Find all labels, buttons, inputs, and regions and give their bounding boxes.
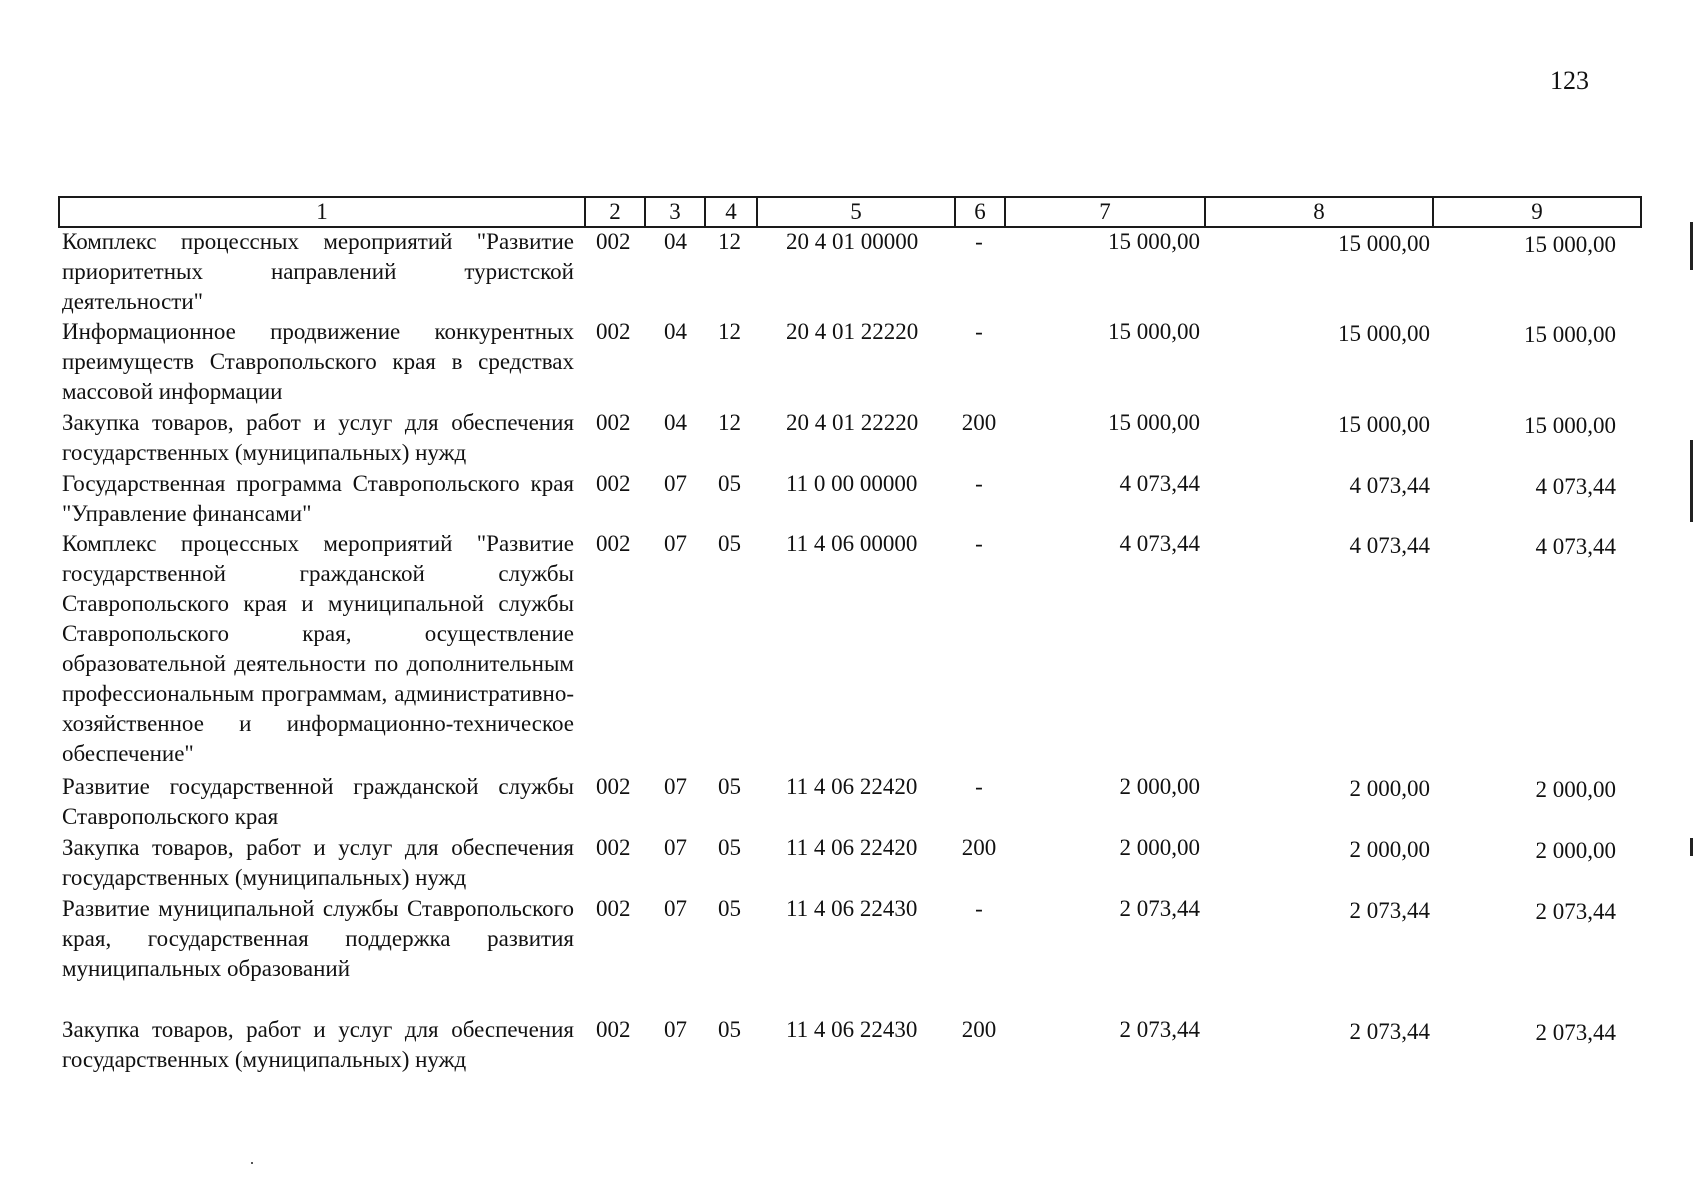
scan-edge-mark	[1690, 838, 1693, 856]
cell-col-5: 11 4 06 00000	[786, 531, 918, 556]
cell-col-3: 04	[664, 229, 687, 254]
cell-col-2: 002	[596, 319, 631, 344]
header-col-9: 9	[1432, 196, 1642, 228]
cell-col-4: 12	[718, 319, 741, 344]
cell-col-3: 04	[664, 319, 687, 344]
cell-col-9: 2 000,00	[1535, 777, 1616, 802]
cell-col-7: 15 000,00	[1108, 319, 1200, 344]
cell-col-9: 2 073,44	[1535, 1020, 1616, 1045]
cell-col-7: 2 000,00	[1119, 835, 1200, 860]
cell-col-2: 002	[596, 531, 631, 556]
cell-col-3: 07	[664, 835, 687, 860]
row-name: Комплекс процессных мероприятий "Развитие приоритетных направлений туристской деятельности"	[62, 229, 574, 314]
cell-col-5: 20 4 01 00000	[786, 229, 919, 254]
cell-col-8: 15 000,00	[1338, 231, 1430, 256]
row-name: Информационное продвижение конкурентных преимуществ Ставропольского края в средствах массовой информации	[62, 319, 574, 404]
cell-col-6: -	[975, 319, 983, 344]
header-col-7: 7	[1004, 196, 1206, 228]
cell-col-6: -	[975, 774, 983, 799]
cell-col-6: -	[975, 896, 983, 921]
cell-col-9: 15 000,00	[1524, 322, 1616, 347]
cell-col-8: 15 000,00	[1338, 412, 1430, 437]
cell-col-2: 002	[596, 774, 631, 799]
cell-col-5: 11 0 00 00000	[786, 471, 918, 496]
header-col-4: 4	[704, 196, 758, 228]
scan-edge-mark	[1690, 222, 1693, 270]
header-col-6: 6	[954, 196, 1006, 228]
header-col-3: 3	[644, 196, 706, 228]
cell-col-9: 2 073,44	[1535, 899, 1616, 924]
row-name: Развитие государственной гражданской службы Ставропольского края	[62, 774, 574, 829]
cell-col-2: 002	[596, 1017, 631, 1042]
cell-col-7: 15 000,00	[1108, 410, 1200, 435]
cell-col-8: 2 073,44	[1349, 1019, 1430, 1044]
cell-col-6: 200	[961, 410, 997, 435]
cell-col-8: 2 073,44	[1349, 898, 1430, 923]
cell-col-7: 2 073,44	[1119, 1017, 1200, 1042]
cell-col-4: 12	[718, 410, 741, 435]
cell-col-2: 002	[596, 410, 631, 435]
cell-col-5: 11 4 06 22430	[786, 1017, 918, 1042]
cell-col-6: -	[975, 531, 983, 556]
cell-col-8: 4 073,44	[1349, 473, 1430, 498]
cell-col-9: 4 073,44	[1535, 534, 1616, 559]
scan-speck	[251, 1162, 253, 1164]
cell-col-7: 4 073,44	[1119, 531, 1200, 556]
header-col-1: 1	[58, 196, 586, 228]
cell-col-2: 002	[596, 835, 631, 860]
header-col-8: 8	[1204, 196, 1434, 228]
cell-col-2: 002	[596, 896, 631, 921]
row-name: Государственная программа Ставропольского края "Управление финансами"	[62, 471, 574, 526]
row-name: Комплекс процессных мероприятий "Развитие государственной гражданской службы Ставропольского края и муниципальной службы Ставропольского края, осуществление образовательной деятельности по дополнительным профессиональным программам, административно-хозяйственное и информационно-техническое обеспечение"	[62, 531, 574, 766]
cell-col-7: 4 073,44	[1119, 471, 1200, 496]
row-name: Закупка товаров, работ и услуг для обеспечения государственных (муниципальных) нужд	[62, 1017, 574, 1072]
cell-col-8: 4 073,44	[1349, 533, 1430, 558]
cell-col-5: 11 4 06 22420	[786, 835, 918, 860]
cell-col-3: 07	[664, 896, 687, 921]
cell-col-4: 12	[718, 229, 741, 254]
cell-col-9: 4 073,44	[1535, 474, 1616, 499]
cell-col-4: 05	[718, 835, 741, 860]
page-number: 123	[1550, 66, 1589, 95]
row-name: Закупка товаров, работ и услуг для обеспечения государственных (муниципальных) нужд	[62, 835, 574, 890]
cell-col-6: -	[975, 471, 983, 496]
cell-col-6: 200	[961, 1017, 997, 1042]
cell-col-5: 11 4 06 22420	[786, 774, 918, 799]
cell-col-3: 07	[664, 774, 687, 799]
cell-col-3: 07	[664, 471, 687, 496]
cell-col-4: 05	[718, 1017, 741, 1042]
header-col-2: 2	[584, 196, 646, 228]
cell-col-8: 2 000,00	[1349, 776, 1430, 801]
cell-col-2: 002	[596, 229, 631, 254]
header-col-5: 5	[756, 196, 956, 228]
cell-col-4: 05	[718, 471, 741, 496]
cell-col-4: 05	[718, 531, 741, 556]
cell-col-5: 20 4 01 22220	[786, 319, 919, 344]
cell-col-3: 07	[664, 1017, 687, 1042]
cell-col-9: 15 000,00	[1524, 232, 1616, 257]
cell-col-7: 15 000,00	[1108, 229, 1200, 254]
cell-col-3: 07	[664, 531, 687, 556]
cell-col-7: 2 000,00	[1119, 774, 1200, 799]
cell-col-9: 2 000,00	[1535, 838, 1616, 863]
cell-col-9: 15 000,00	[1524, 413, 1616, 438]
row-name: Закупка товаров, работ и услуг для обеспечения государственных (муниципальных) нужд	[62, 410, 574, 465]
cell-col-5: 11 4 06 22430	[786, 896, 918, 921]
cell-col-3: 04	[664, 410, 687, 435]
cell-col-6: -	[975, 229, 983, 254]
cell-col-8: 2 000,00	[1349, 837, 1430, 862]
cell-col-6: 200	[961, 835, 997, 860]
cell-col-5: 20 4 01 22220	[786, 410, 919, 435]
scan-edge-mark	[1690, 440, 1693, 522]
row-name: Развитие муниципальной службы Ставропольского края, государственная поддержка развития муниципальных образований	[62, 896, 574, 981]
cell-col-8: 15 000,00	[1338, 321, 1430, 346]
cell-col-4: 05	[718, 896, 741, 921]
cell-col-4: 05	[718, 774, 741, 799]
cell-col-2: 002	[596, 471, 631, 496]
cell-col-7: 2 073,44	[1119, 896, 1200, 921]
